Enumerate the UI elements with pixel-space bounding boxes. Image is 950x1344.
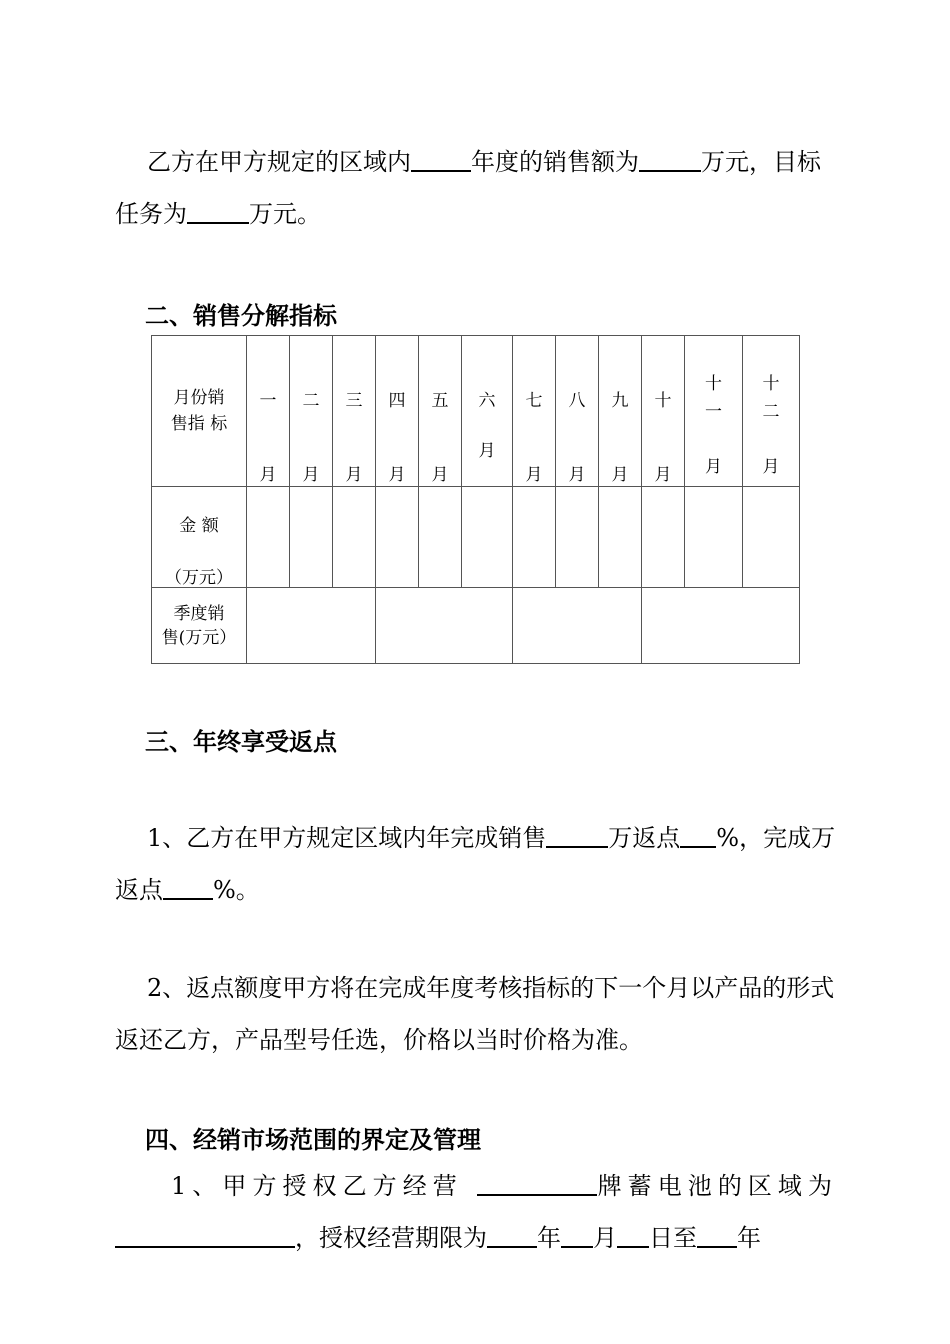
market-scope-paragraph: [115, 1160, 837, 1264]
month-header-6: [462, 336, 513, 487]
amount-cell[interactable]: [290, 487, 333, 588]
month-char: 九: [611, 391, 629, 411]
table-row: [152, 336, 800, 487]
section-2-title: 二、销售分解指标: [145, 302, 337, 330]
month-char: 月: [525, 465, 543, 485]
month-header-12: [743, 336, 800, 487]
quarter-label-cell: [152, 588, 247, 664]
month-header-5: [419, 336, 462, 487]
month-header-4: [376, 336, 419, 487]
rebate-paragraph-1: [115, 812, 837, 916]
month-char: 六: [478, 391, 496, 411]
end-year-blank[interactable]: [697, 1220, 737, 1248]
sales-target-paragraph: [115, 136, 837, 240]
text-segment: 万元。: [249, 200, 321, 228]
header-label-line: 月份销: [173, 388, 225, 408]
month-header-9: [599, 336, 642, 487]
month-char: 月: [705, 457, 722, 477]
month-char: 月: [259, 465, 277, 485]
month-header-1: [247, 336, 290, 487]
text-segment: 月: [593, 1224, 617, 1252]
month-header-7: [513, 336, 556, 487]
month-char: 月: [478, 441, 496, 461]
region-blank[interactable]: [115, 1220, 295, 1248]
month-char: 一: [705, 402, 722, 422]
amount-label-line: 金 额: [179, 516, 219, 536]
month-char: 三: [345, 391, 363, 411]
quarter-label-line: 季度销: [173, 603, 225, 624]
text-segment: 乙方在甲方规定的区域内: [147, 148, 411, 176]
text-segment: 1、乙方在甲方规定区域内年完成销售: [147, 824, 547, 852]
month-char: 一: [259, 391, 277, 411]
sales-volume-blank[interactable]: [546, 820, 608, 848]
text-segment: 年: [737, 1224, 761, 1252]
amount-label-line: （万元）: [165, 568, 233, 588]
month-char: 十: [654, 391, 672, 411]
text-segment: 年: [537, 1224, 561, 1252]
amount-cell[interactable]: [599, 487, 642, 588]
month-char: 十: [762, 374, 780, 394]
quarter-cell[interactable]: [247, 588, 376, 664]
amount-cell[interactable]: [685, 487, 743, 588]
header-label-cell: [152, 336, 247, 487]
text-segment: %，完成万返点: [115, 824, 836, 904]
amount-label-cell: [152, 487, 247, 588]
table-row: [152, 588, 800, 664]
month-char: 八: [568, 391, 586, 411]
brand-blank[interactable]: [477, 1168, 597, 1196]
text-segment: 牌蓄电池的区域为: [596, 1172, 837, 1200]
quarter-cell[interactable]: [376, 588, 513, 664]
amount-cell[interactable]: [247, 487, 290, 588]
month-header-11: [685, 336, 743, 487]
quarter-cell[interactable]: [513, 588, 642, 664]
month-char: 月: [345, 465, 363, 485]
amount-cell[interactable]: [462, 487, 513, 588]
amount-cell[interactable]: [743, 487, 800, 588]
start-month-blank[interactable]: [561, 1220, 593, 1248]
month-char: 月: [568, 465, 586, 485]
month-header-10: [642, 336, 685, 487]
rebate-percent-blank-2[interactable]: [163, 872, 213, 900]
quarter-label-line: 售(万元）: [161, 627, 237, 648]
month-char: 月: [654, 465, 672, 485]
month-char: 二: [762, 402, 780, 422]
month-char: 月: [611, 465, 629, 485]
month-char: 四: [388, 391, 406, 411]
amount-cell[interactable]: [556, 487, 599, 588]
quarter-cell[interactable]: [642, 588, 800, 664]
text-segment: 日至: [649, 1224, 697, 1252]
table-row: [152, 487, 800, 588]
text-segment: 1、甲方授权乙方经营: [171, 1172, 463, 1200]
section-3-title: 三、年终享受返点: [145, 728, 337, 756]
amount-cell[interactable]: [642, 487, 685, 588]
month-char: 月: [431, 465, 449, 485]
month-char: 二: [302, 391, 320, 411]
section-4-title: 四、经销市场范围的界定及管理: [145, 1126, 481, 1154]
amount-cell[interactable]: [376, 487, 419, 588]
rebate-paragraph-2: 2、返点额度甲方将在完成年度考核指标的下一个月以产品的形式返还乙方，产品型号任选，价格以当时价格为准。: [115, 974, 835, 1054]
text-segment: 万元，目标任务为: [115, 148, 821, 228]
amount-cell[interactable]: [333, 487, 376, 588]
sales-amount-blank[interactable]: [639, 144, 701, 172]
month-header-2: [290, 336, 333, 487]
sales-breakdown-table: [151, 335, 800, 664]
month-char: 十: [705, 374, 722, 394]
text-segment: 万返点: [608, 824, 681, 852]
rebate-percent-blank-1[interactable]: [680, 820, 716, 848]
month-char: 月: [762, 457, 780, 477]
text-segment: 年度的销售额为: [471, 148, 639, 176]
month-header-8: [556, 336, 599, 487]
amount-cell[interactable]: [513, 487, 556, 588]
start-year-blank[interactable]: [487, 1220, 537, 1248]
month-char: 五: [431, 391, 449, 411]
year-blank[interactable]: [411, 144, 471, 172]
amount-cell[interactable]: [419, 487, 462, 588]
month-char: 月: [302, 465, 320, 485]
target-amount-blank[interactable]: [187, 196, 249, 224]
month-header-3: [333, 336, 376, 487]
text-segment: %。: [213, 876, 260, 904]
header-label-line: 售指 标: [170, 414, 228, 434]
month-char: 七: [525, 391, 543, 411]
text-segment: ，授权经营期限为: [295, 1224, 487, 1252]
start-day-blank[interactable]: [617, 1220, 649, 1248]
month-char: 月: [388, 465, 406, 485]
